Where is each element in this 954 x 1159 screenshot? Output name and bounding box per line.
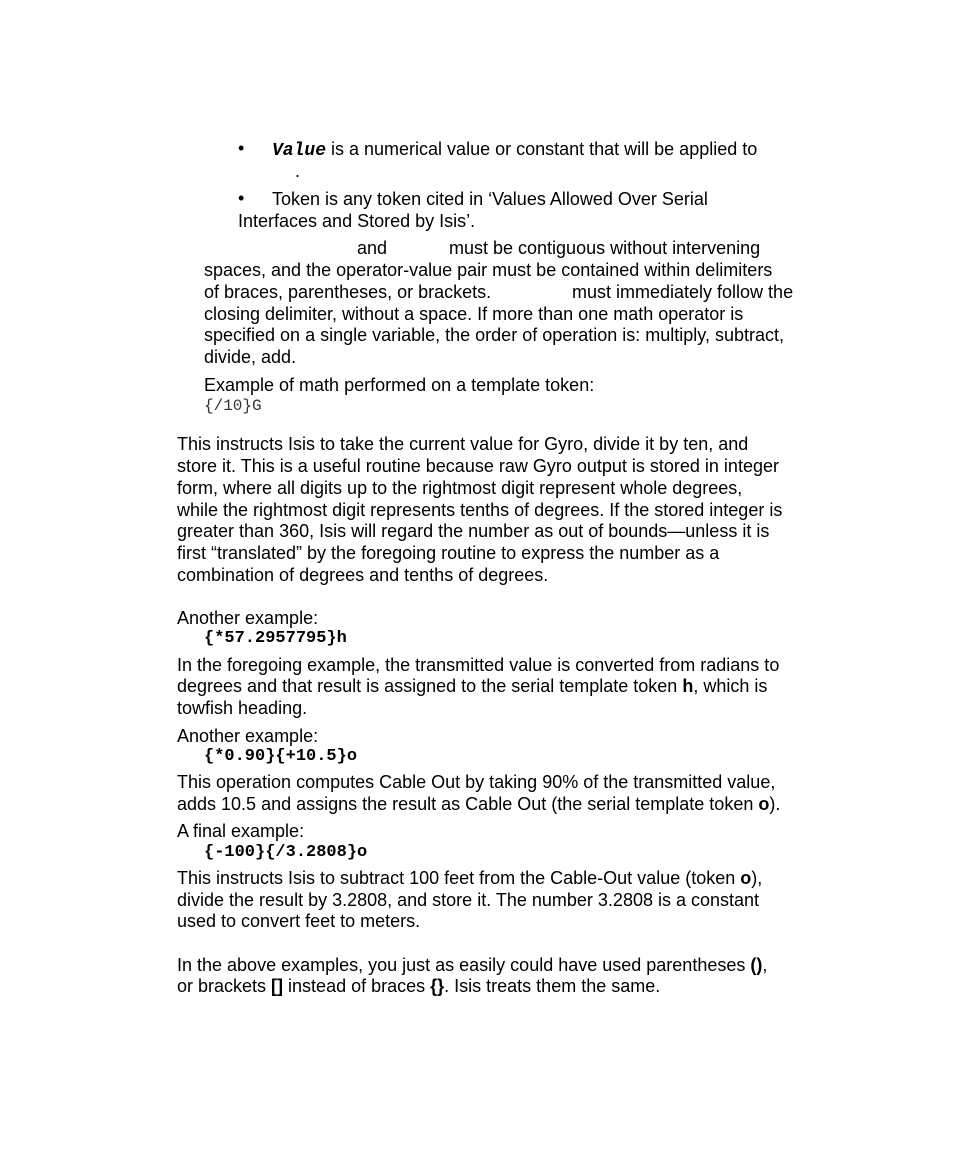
brackets-symbol: [] xyxy=(271,976,284,996)
bullet-1-marker: • xyxy=(238,138,245,158)
para2-line-4: while the rightmost digit represents tenths of degrees. If the stored integer is xyxy=(177,500,783,520)
para1-line-3b: must immediately follow the xyxy=(572,282,794,302)
para1-line-1b: must be contiguous without intervening xyxy=(449,238,761,258)
closing-line-2a: or brackets xyxy=(177,976,272,996)
example4-line-3: used to convert feet to meters. xyxy=(177,911,421,931)
para2-line-7: combination of degrees and tenths of degrees. xyxy=(177,565,549,585)
closing-line-2c: instead of braces xyxy=(283,976,431,996)
example2-line-2a: degrees and that result is assigned to the serial template token xyxy=(177,676,683,696)
example4-line-2: divide the result by 3.2808, and store it. The number 3.2808 is a constant xyxy=(177,890,760,910)
example2-token: h xyxy=(682,676,694,696)
example3-label: Another example: xyxy=(177,726,319,746)
example2-line-3: towfish heading. xyxy=(177,698,308,718)
bullet-1-term: Value xyxy=(272,141,327,161)
example3-line-2 xyxy=(177,793,780,815)
braces-symbol: {} xyxy=(430,976,445,996)
example4-token: o xyxy=(740,868,752,888)
example3-token: o xyxy=(758,794,770,814)
bullet-2-marker: • xyxy=(238,188,245,208)
example1-code: {/10}G xyxy=(204,397,262,415)
bullet-1-text: is a numerical value or constant that will be applied to xyxy=(326,139,758,159)
example2-line-2 xyxy=(177,675,767,697)
closing-line-1a: In the above examples, you just as easily could have used parentheses xyxy=(177,955,751,975)
closing-line-2 xyxy=(177,975,660,997)
para2-line-2: store it. This is a useful routine because raw Gyro output is stored in integer xyxy=(177,456,779,476)
example3-code: {*0.90}{+10.5}o xyxy=(204,747,358,766)
para1-line-2: spaces, and the operator-value pair must be contained within delimiters xyxy=(204,260,773,280)
example4-line-1a: This instructs Isis to subtract 100 feet from the Cable-Out value (token xyxy=(177,868,741,888)
para1-line-3a: of braces, parentheses, or brackets. xyxy=(204,282,492,302)
example4-code: {-100}{/3.2808}o xyxy=(204,843,368,862)
bullet-2-line-1: Token is any token cited in ‘Values Allowed Over Serial xyxy=(272,189,708,209)
example2-line-1: In the foregoing example, the transmitted value is converted from radians to xyxy=(177,655,780,675)
example4-label: A final example: xyxy=(177,821,305,841)
bullet-1-continuation: . xyxy=(295,161,301,181)
closing-line-1c: , xyxy=(762,955,768,975)
example4-line-1 xyxy=(177,867,762,889)
example1-label: Example of math performed on a template token: xyxy=(204,375,595,395)
para2-line-5: greater than 360, Isis will regard the number as out of bounds—unless it is xyxy=(177,521,770,541)
example2-code: {*57.2957795}h xyxy=(204,629,347,648)
para1-line-4: closing delimiter, without a space. If more than one math operator is xyxy=(204,304,744,324)
example2-label: Another example: xyxy=(177,608,319,628)
bullet-1-line xyxy=(272,138,757,162)
para2-line-6: first “translated” by the foregoing routine to express the number as a xyxy=(177,543,720,563)
closing-line-2e: . Isis treats them the same. xyxy=(444,976,661,996)
example3-line-2a: adds 10.5 and assigns the result as Cable Out (the serial template token xyxy=(177,794,759,814)
para1-line-6: divide, add. xyxy=(204,347,297,367)
para1-line-5: specified on a single variable, the order of operation is: multiply, subtract, xyxy=(204,325,784,345)
example2-line-2c: , which is xyxy=(693,676,768,696)
para1-line-1a: and xyxy=(357,238,388,258)
closing-line-1 xyxy=(177,954,767,976)
example4-line-1c: ), xyxy=(751,868,763,888)
example3-line-2c: ). xyxy=(769,794,781,814)
parentheses-symbol: () xyxy=(750,955,763,975)
para2-line-1: This instructs Isis to take the current value for Gyro, divide it by ten, and xyxy=(177,434,749,454)
bullet-2-line-2: Interfaces and Stored by Isis’. xyxy=(238,211,476,231)
example3-line-1: This operation computes Cable Out by taking 90% of the transmitted value, xyxy=(177,772,776,792)
para2-line-3: form, where all digits up to the rightmost digit represent whole degrees, xyxy=(177,478,743,498)
